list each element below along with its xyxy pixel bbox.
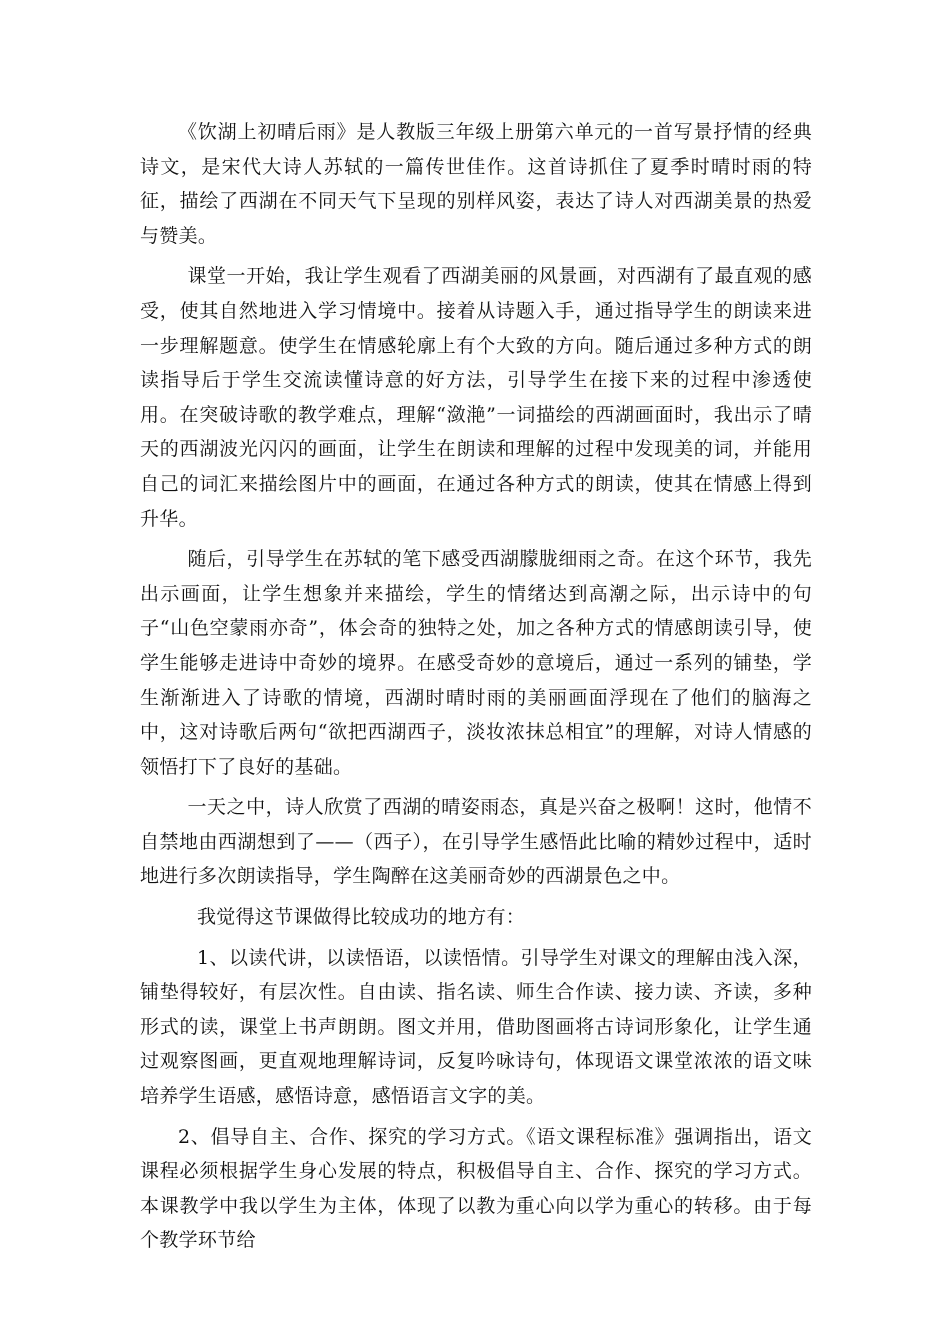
paragraph-xizi-metaphor: 一天之中，诗人欣赏了西湖的晴姿雨态，真是兴奋之极啊！这时，他情不自禁地由西湖想到了——（西子），在引导学生感悟此比喻的精妙过程中，适时地进行多次朗读指导，学生陶醉在这美丽奇妙的西湖景色之中。 bbox=[140, 796, 812, 888]
paragraph-rain-scene: 随后，引导学生在苏轼的笔下感受西湖朦胧细雨之奇。在这个环节，我先出示画面，让学生想象并来描绘，学生的情绪达到高潮之际，出示诗中的句子“山色空蒙雨亦奇”，体会奇的独特之处，加之各种方式的情感朗读引导，使学生能够走进诗中奇妙的境界。在感受奇妙的意境后，通过一系列的铺垫，学生渐渐进入了诗歌的情境，西湖时晴时雨的美丽画面浮现在了他们的脑海之中，这对诗歌后两句“欲把西湖西子，淡妆浓抹总相宜”的理解，对诗人情感的领悟打下了良好的基础。 bbox=[140, 548, 812, 778]
paragraph-point-1: 1、以读代讲，以读悟语，以读悟情。引导学生对课文的理解由浅入深，铺垫得较好，有层次性。自由读、指名读、师生合作读、接力读、齐读，多种形式的读，课堂上书声朗朗。图文并用，借助图画将古诗词形象化，让学生通过观察图画，更直观地理解诗词，反复吟咏诗句，体现语文课堂浓浓的语文味培养学生语感，感悟诗意，感悟语言文字的美。 bbox=[140, 946, 812, 1108]
paragraph-class-opening: 课堂一开始，我让学生观看了西湖美丽的风景画，对西湖有了最直观的感受，使其自然地进入学习情境中。接着从诗题入手，通过指导学生的朗读来进一步理解题意。使学生在情感轮廓上有个大致的方向。随后通过多种方式的朗读指导后于学生交流读懂诗意的好方法，引导学生在接下来的过程中渗透使用。在突破诗歌的教学难点，理解“潋滟”一词描绘的西湖画面时，我出示了晴天的西湖波光闪闪的画面，让学生在朗读和理解的过程中发现美的词，并能用自己的词汇来描绘图片中的画面，在通过各种方式的朗读，使其在情感上得到升华。 bbox=[140, 265, 812, 530]
paragraph-success-heading: 我觉得这节课做得比较成功的地方有： bbox=[197, 906, 526, 929]
paragraph-intro: 《饮湖上初晴后雨》是人教版三年级上册第六单元的一首写景抒情的经典诗文，是宋代大诗人苏轼的一篇传世佳作。这首诗抓住了夏季时晴时雨的特征，描绘了西湖在不同天气下呈现的别样风姿，表达了诗人对西湖美景的热爱与赞美。 bbox=[140, 121, 812, 247]
paragraph-point-2: 2、倡导自主、合作、探究的学习方式。《语文课程标准》强调指出，语文课程必须根据学生身心发展的特点，积极倡导自主、合作、探究的学习方式。本课教学中我以学生为主体，体现了以教为重心向以学为重心的转移。由于每个教学环节给 bbox=[140, 1125, 812, 1252]
document-body bbox=[140, 115, 812, 1258]
